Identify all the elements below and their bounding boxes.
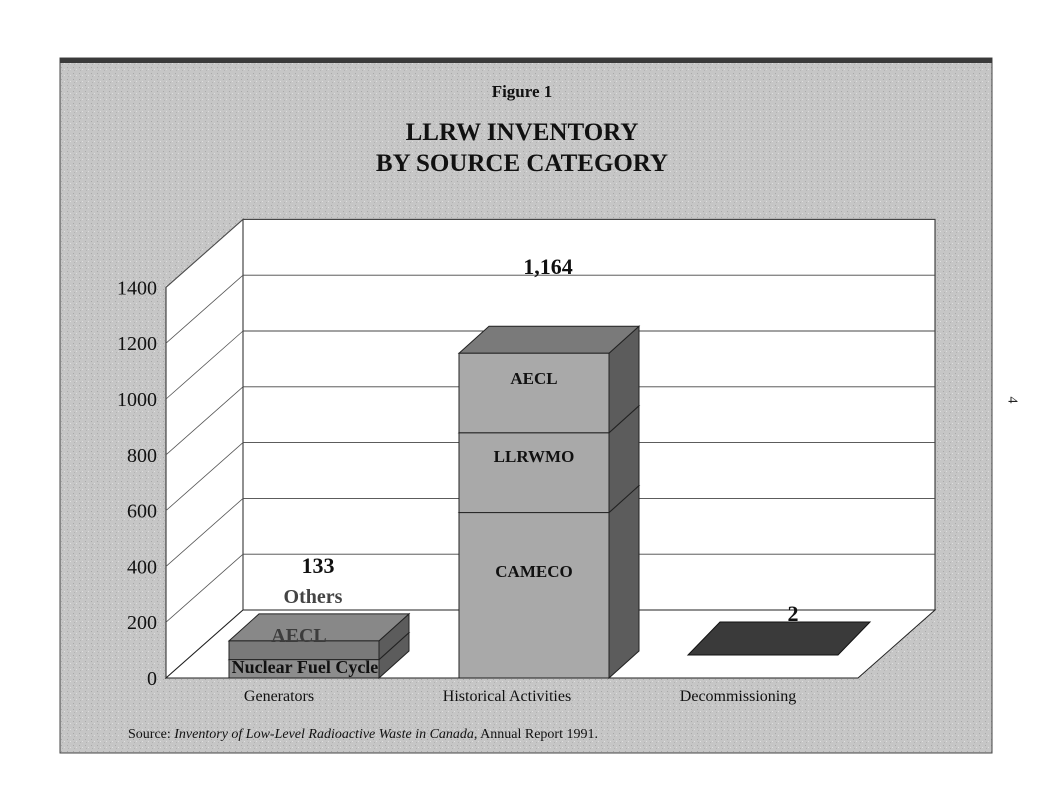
chart-title-line-1: LLRW INVENTORY [405, 119, 639, 146]
y-tick-label: 600 [127, 500, 157, 523]
value-label-historical: 1,164 [523, 254, 573, 279]
segment-label-aecl-historical: AECL [510, 369, 558, 388]
source-prefix: Source: [128, 727, 171, 742]
y-tick-label: 400 [127, 556, 157, 579]
segment-label-cameco: CAMECO [495, 562, 573, 581]
annotation-nuclear-fuel-cycle: Nuclear Fuel Cycle [231, 657, 379, 677]
y-tick-label: 1200 [117, 333, 157, 356]
bar-historical-cameco-side [609, 486, 639, 678]
y-tick-label: 0 [147, 668, 157, 690]
source-suffix: , Annual Report 1991. [473, 727, 598, 742]
side-wall [166, 219, 243, 678]
y-tick-label: 200 [127, 612, 157, 635]
value-label-generators: 133 [301, 553, 335, 578]
bar-historical-llrwmo [459, 433, 609, 513]
figure-label: Figure 1 [491, 82, 553, 101]
panel-top-band [60, 58, 992, 63]
chart-title-line-2: BY SOURCE CATEGORY [375, 150, 669, 177]
source-note [128, 727, 598, 742]
y-tick-label: 800 [127, 444, 157, 467]
bar-decommissioning [688, 622, 870, 655]
segment-label-llrwmo: LLRWMO [493, 447, 575, 466]
y-tick-label: 1000 [117, 389, 157, 411]
x-tick-label: Decommissioning [679, 688, 797, 705]
segment-label-others: Others [283, 586, 343, 608]
bar-historical-aecl-top [459, 326, 639, 353]
x-tick-label: Historical Activities [442, 688, 572, 705]
y-tick-label: 1400 [117, 277, 157, 300]
x-tick-label: Generators [243, 688, 315, 705]
source-title: Inventory of Low-Level Radioactive Waste in Canada [174, 727, 474, 742]
bar-historical-aecl [459, 353, 609, 433]
page-number: 4 [1004, 396, 1020, 404]
bar-historical-cameco [459, 513, 609, 678]
value-label-decommissioning: 2 [787, 601, 799, 626]
segment-label-aecl-generators: AECL [271, 625, 327, 647]
